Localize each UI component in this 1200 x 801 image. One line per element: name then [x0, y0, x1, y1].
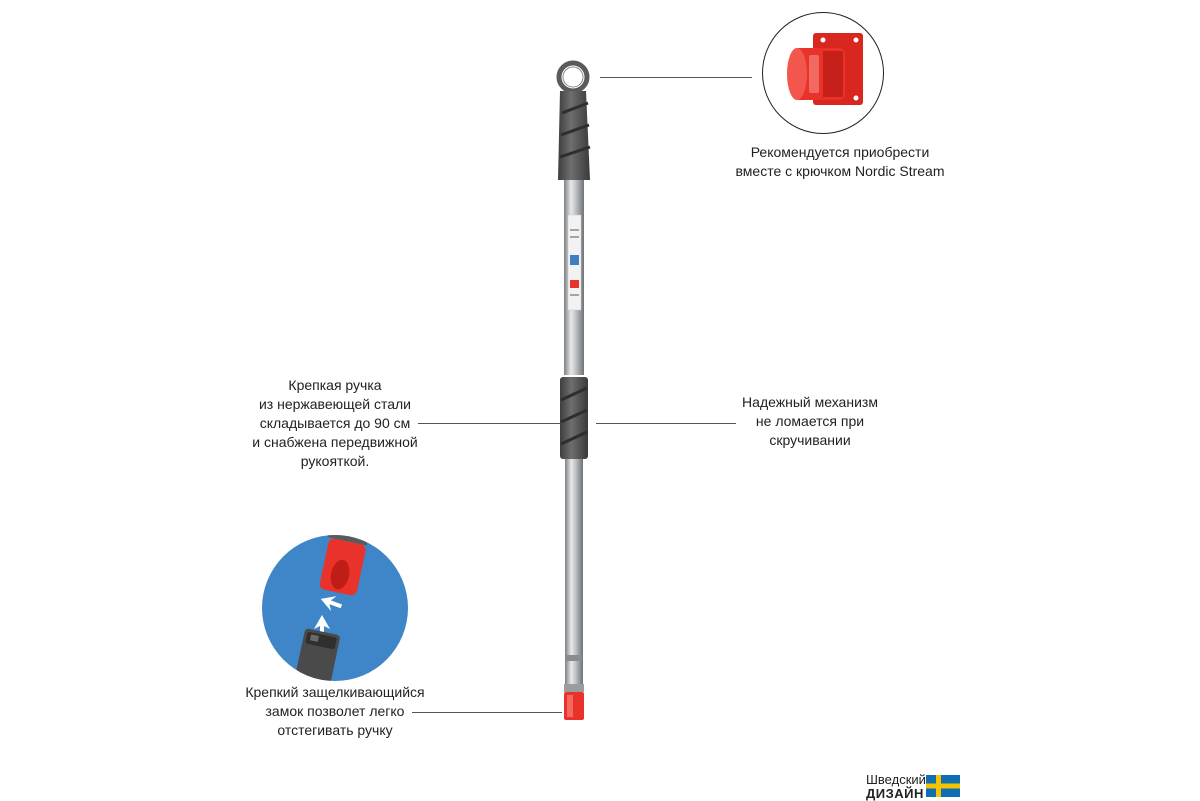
lock-detail-circle — [262, 535, 408, 681]
badge-line-1: Шведский — [866, 772, 926, 787]
lock-leader-line — [412, 712, 562, 713]
middle-grip — [560, 377, 588, 459]
hook-caption-line: Рекомендуется приобрести — [750, 144, 930, 160]
arrow-down-icon — [318, 591, 344, 614]
lock-caption-line: замок позволет легко — [265, 703, 405, 719]
mechanism-leader-line — [596, 423, 736, 424]
handle-caption-line: и снабжена передвижной — [252, 434, 418, 450]
telescopic-pole-illustration — [540, 55, 620, 745]
badge-line-2: ДИЗАЙН — [866, 786, 924, 801]
handle-caption-line: рукояткой. — [300, 453, 370, 469]
hook-leader-line — [600, 77, 752, 78]
mechanism-caption-line: не ломается при — [755, 413, 865, 429]
lock-caption-line: Крепкий защелкивающийся — [245, 684, 425, 700]
handle-caption-line: из нержавеющей стали — [258, 396, 412, 412]
hook-caption — [700, 143, 980, 181]
top-grip — [558, 91, 590, 180]
mechanism-caption-line: Надежный механизм — [742, 394, 878, 410]
click-lock-connector-icon — [262, 535, 408, 681]
red-tip-connector — [564, 684, 584, 720]
hook-detail-circle — [762, 12, 884, 134]
handle-caption — [220, 376, 450, 471]
swedish-design-badge — [866, 772, 966, 801]
handle-caption-line: складывается до 90 см — [259, 415, 411, 431]
lock-caption-line: отстегивать ручку — [277, 722, 393, 738]
hang-ring — [559, 63, 587, 91]
sweden-flag-icon — [926, 775, 960, 797]
red-wall-hook-icon — [763, 13, 883, 133]
lower-tube — [565, 459, 583, 684]
product-label — [568, 215, 581, 310]
mechanism-caption-line: скручивании — [769, 432, 851, 448]
handle-caption-line: Крепкая ручка — [288, 377, 382, 393]
hook-caption-line: вместе с крючком Nordic Stream — [735, 163, 945, 179]
mechanism-caption — [730, 393, 890, 450]
handle-leader-line — [418, 423, 560, 424]
